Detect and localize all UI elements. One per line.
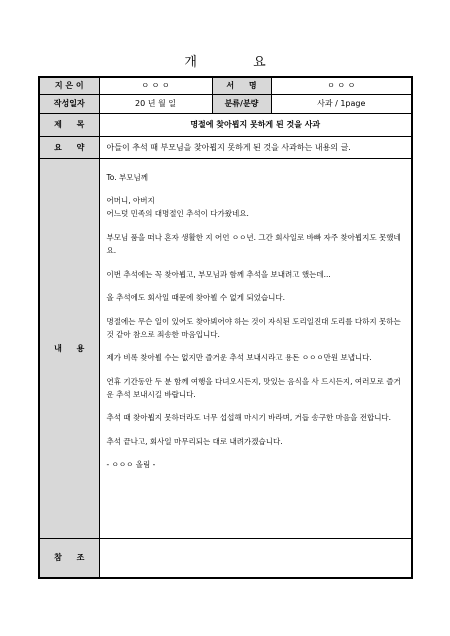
greeting: To. 부모님께 (106, 172, 149, 182)
signature-value: ㅇ ㅇ ㅇ (271, 77, 412, 94)
document-title: 개 요 (184, 55, 292, 70)
paragraph: 제가 비록 찾아뵐 수는 없지만 즐거운 추석 보내시라고 용돈 ㅇㅇㅇ만원 보냅니다. (106, 353, 372, 362)
paragraph: 추석 때 찾아뵙지 못하더라도 너무 섭섭해 마시기 바라며, 거듭 송구한 마음을 전합니다. (106, 413, 392, 422)
date-value: 20 년 월 일 (99, 94, 212, 113)
paragraph: 부모님 품을 떠나 혼자 생활한 지 어언 ㅇㅇ년. 그간 회사일로 바빠 자주 찾아뵙지도 못했네요. (106, 233, 401, 255)
content-body (99, 158, 412, 538)
paragraph (107, 194, 404, 220)
date-label: 작성일자 (39, 94, 99, 113)
content-label: 내 용 (39, 158, 99, 538)
paragraph: 추석 끝나고, 회사일 마무리되는 대로 내려가겠습니다. (106, 436, 283, 446)
reference-value (99, 538, 412, 578)
paragraph: 명절에는 무슨 일이 있어도 찾아뵈어야 하는 것이 자식된 도리일진대 도리를 다하지 못하는 것 같아 참으로 죄송한 마음입니다. (106, 316, 401, 339)
table-row (39, 77, 412, 94)
category-label: 분류/분량 (212, 94, 271, 113)
table-row (39, 136, 412, 158)
reference-label: 참 조 (39, 538, 99, 578)
summary-label: 요 약 (39, 136, 99, 158)
paragraph-line: 어느덧 민족의 대명절인 추석이 다가왔네요. (106, 209, 249, 218)
summary-table (38, 76, 413, 579)
subject-label: 제 목 (39, 113, 99, 136)
table-row (39, 538, 412, 578)
author-label: 지 은 이 (39, 77, 99, 94)
subject-value: 명절에 찾아뵙지 못하게 된 것을 사과 (99, 113, 412, 136)
signature-label: 서 명 (212, 77, 271, 94)
category-value: 사과 / 1page (271, 94, 412, 113)
table-row (39, 113, 412, 136)
paragraph-line: 어머니, 아버지 (106, 196, 155, 205)
table-row (39, 158, 412, 538)
table-row (39, 94, 412, 113)
paragraph: 이번 추석에는 꼭 찾아뵙고, 부모님과 함께 추석을 보내려고 했는데... (106, 269, 331, 279)
closing: - ㅇㅇㅇ 올림 - (106, 460, 156, 469)
summary-value: 아들이 추석 때 부모님을 찾아뵙지 못하게 된 것을 사과하는 내용의 글. (99, 136, 412, 158)
author-value: ㅇ ㅇ ㅇ (99, 77, 212, 94)
paragraph: 연휴 기간동안 두 분 함께 여행을 다녀오시든지, 맛있는 음식을 사 드시든지, 여러모로 즐거운 추석 보내시길 바랍니다. (106, 376, 401, 399)
paragraph: 올 추석에도 회사일 때문에 찾아뵐 수 없게 되었습니다. (106, 293, 285, 302)
